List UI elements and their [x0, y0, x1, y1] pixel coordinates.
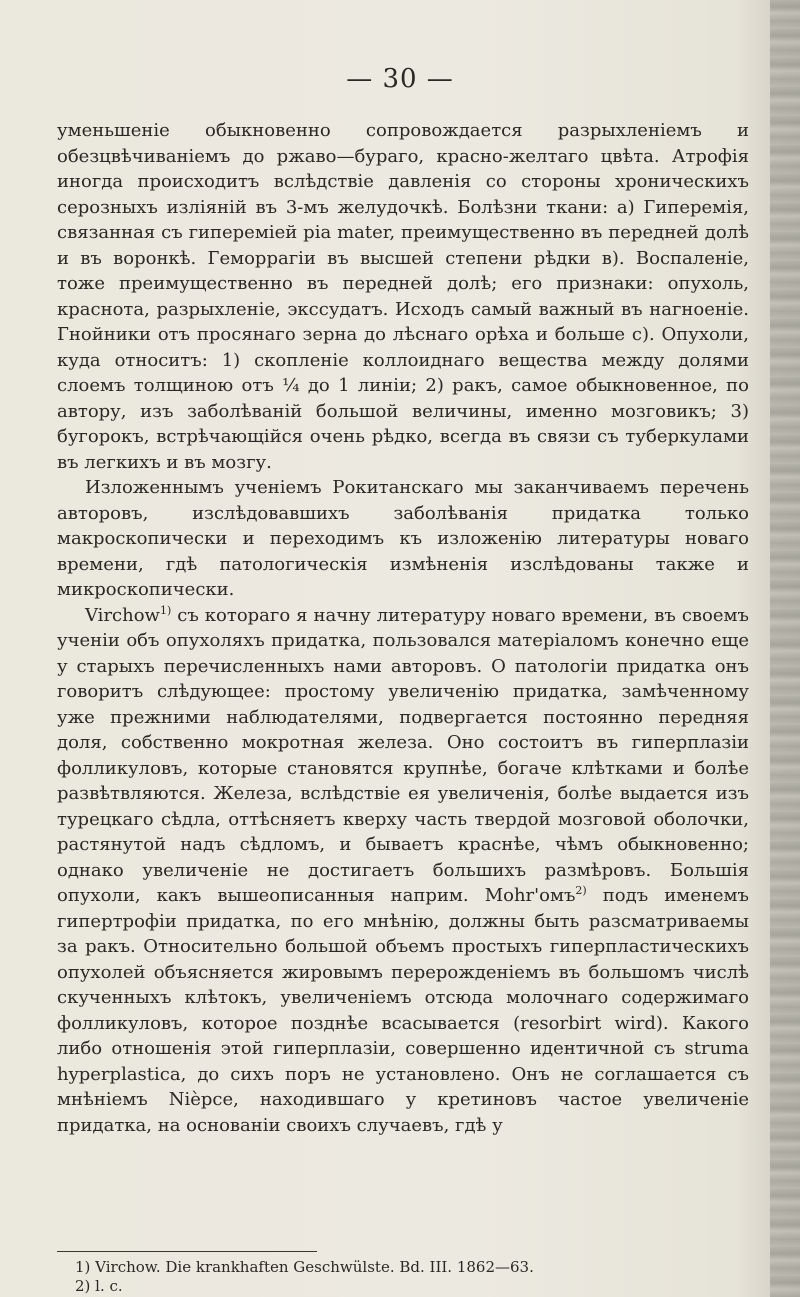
body-text	[57, 118, 749, 1138]
author-name-virchow: Virchow	[85, 604, 160, 626]
footnotes	[75, 1258, 735, 1296]
paragraph-1: уменьшеніе обыкновенно сопровождается разрыхленіемъ и обезцвѣчиваніемъ до ржаво—бураго, красно-желтаго цвѣта. Атрофія иногда происходитъ вслѣдствіе давленія со стороны хроническихъ серозныхъ изліяній въ 3-мъ желудочкѣ. Болѣзни ткани: а) Гиперемія, связанная съ гипереміей pia mater, преимущественно въ передней долѣ и въ воронкѣ. Геморрагіи въ высшей степени рѣдки в). Воспаленіе, тоже преимущественно въ передней долѣ; его признаки: опухоль, краснота, разрыхленіе, экссудатъ. Исходъ самый важный въ нагноеніе. Гнойники отъ просянаго зерна до лѣснаго орѣха и больше с). Опухоли, куда относитъ: 1) скопленіе коллоиднаго вещества между долями слоемъ толщиною отъ ¼ до 1 линіи; 2) ракъ, самое обыкновенное, по автору, изъ заболѣваній большой величины, именно мозговикъ; 3) бугорокъ, встрѣчающійся очень рѣдко, всегда въ связи съ туберкулами въ легкихъ и въ мозгу.	[57, 120, 749, 473]
footnote-2: 2) l. c.	[75, 1277, 123, 1295]
footnote-rule	[57, 1251, 317, 1252]
paragraph-3-part-2: подъ именемъ гипертрофіи придатка, по его мнѣнію, должны быть разсматриваемы за ракъ. Относительно большой объемъ простыхъ гиперпластическихъ опухолей объясняется жировымъ перерожденіемъ въ большомъ числѣ скученныхъ клѣтокъ, увеличеніемъ отсюда молочнаго содержимаго фолликуловъ, которое позднѣе всасывается (resorbirt wird). Какого либо отношенія этой гиперплазіи, совершенно идентичной съ struma hyperplastica, до сихъ поръ не установлено. Онъ не соглашается съ мнѣніемъ Nièpce, находившаго у кретиновъ частое увеличеніе придатка, на основаніи своихъ случаевъ, гдѣ у	[57, 885, 749, 1136]
paragraph-3-part-1: съ котораго я начну литературу новаго времени, въ своемъ ученіи объ опухоляхъ придатка, пользовался матеріаломъ конечно еще у старыхъ перечисленныхъ нами авторовъ. О патологіи придатка онъ говоритъ слѣдующее: простому увеличенію придатка, замѣченному уже прежними наблюдателями, подвергается постоянно передняя доля, собственно мокротная железа. Оно состоитъ въ гиперплазіи фолликуловъ, которые становятся крупнѣе, богаче клѣтками и болѣе развѣтвляются. Железа, вслѣдствіе ея увеличенія, болѣе выдается изъ турецкаго сѣдла, оттѣсняетъ кверху часть твердой мозговой оболочки, растянутой надъ сѣдломъ, и бываетъ краснѣе, чѣмъ обыкновенно; однако увеличеніе не достигаетъ большихъ размѣровъ. Большія опухоли, какъ вышеописанныя наприм. Mohr'омъ	[57, 604, 749, 906]
footnote-ref-1: 1)	[159, 603, 172, 617]
paragraph-3	[57, 603, 749, 1139]
page-edge-shadow	[770, 0, 800, 1297]
paragraph-2: Изложеннымъ ученіемъ Рокитанскаго мы заканчиваемъ перечень авторовъ, изслѣдовавшихъ заболѣванія придатка только макроскопически и переходимъ къ изложенію литературы новаго времени, гдѣ патологическія измѣненія изслѣдованы также и микроскопически.	[57, 477, 749, 600]
page-number: — 30 —	[346, 64, 454, 94]
footnote-ref-2: 2)	[575, 884, 587, 897]
footnote-1: 1) Virchow. Die krankhaften Geschwülste. Bd. III. 1862—63.	[75, 1258, 534, 1276]
